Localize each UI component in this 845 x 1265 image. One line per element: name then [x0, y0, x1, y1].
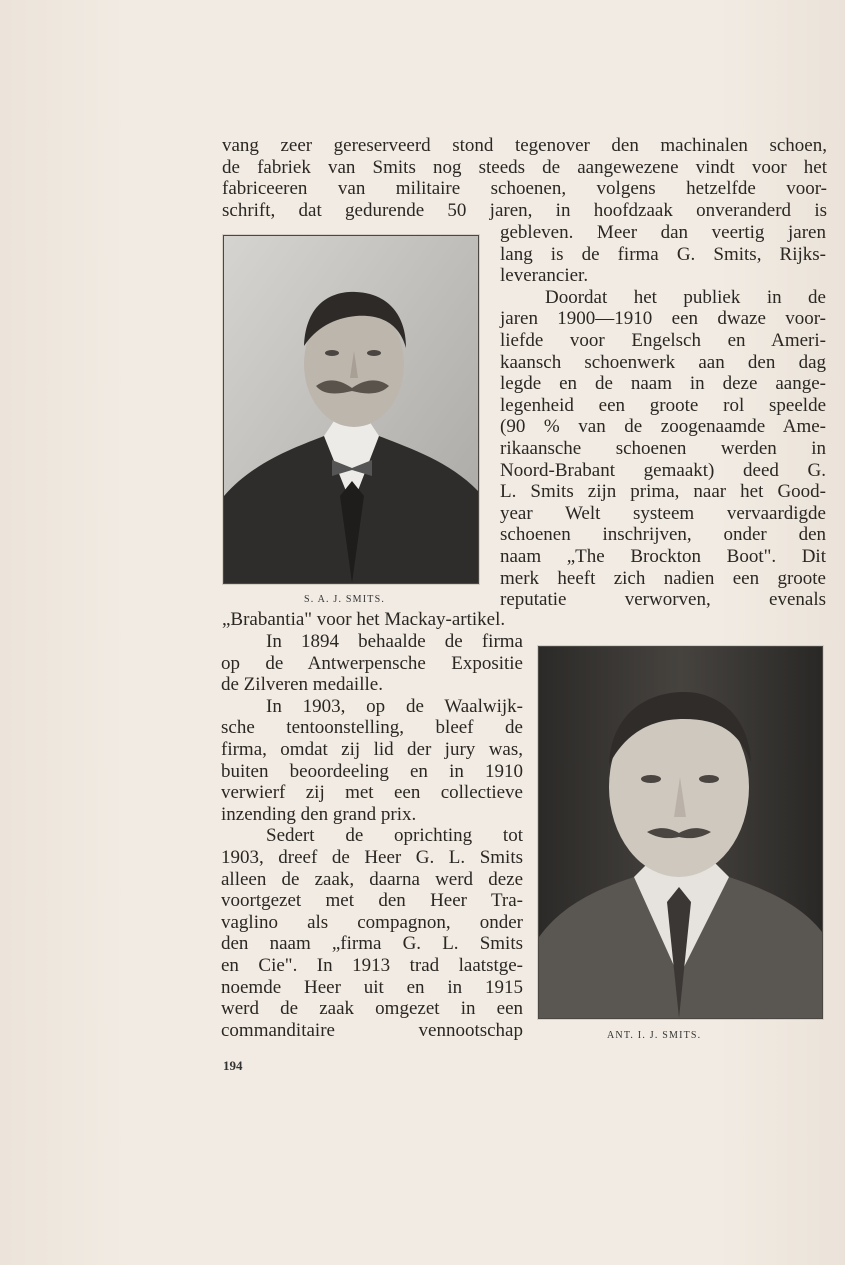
photo-caption-s-a-j-smits: S. A. J. SMITS. — [304, 594, 386, 605]
text-line: de fabriek van Smits nog steeds de aangewezene vindt voor het — [222, 156, 827, 178]
text-line: merk heeft zich nadien een groote — [500, 567, 826, 589]
portrait-photo-ant-i-j-smits — [538, 646, 823, 1019]
text-line: gebleven. Meer dan veertig jaren — [500, 222, 826, 243]
portrait-sa-j-smits-image — [224, 236, 478, 583]
text-line: en Cie". In 1913 trad laatstge- — [221, 954, 523, 976]
paragraph-block-4 — [221, 631, 523, 1041]
text-line: Doordat het publiek in de — [545, 286, 826, 308]
portrait-photo-s-a-j-smits — [223, 235, 479, 584]
text-line: schoenen inschrijven, onder den — [500, 524, 826, 546]
text-line: alleen de zaak, daarna werd deze — [221, 868, 523, 890]
page-number: 194 — [223, 1058, 243, 1073]
text-line: In 1903, op de Waalwijk- — [266, 695, 523, 717]
text-line: legde en de naam in deze aange- — [500, 373, 826, 395]
paragraph-block-2 — [500, 222, 826, 611]
text-line: noemde Heer uit en in 1915 — [221, 976, 523, 998]
text-line: verwierf zij met een collectieve — [221, 782, 523, 804]
text-line: op de Antwerpensche Expositie — [221, 652, 523, 674]
text-line: Sedert de oprichting tot — [266, 825, 523, 847]
text-line: den naam „firma G. L. Smits — [221, 933, 523, 955]
text-line: leverancier. — [500, 265, 589, 287]
text-line: commanditaire vennootschap — [221, 1019, 523, 1041]
paragraph-block-3 — [222, 609, 827, 631]
text-line: Noord-Brabant gemaakt) deed G. — [500, 459, 826, 481]
text-line: buiten beoordeeling en in 1910 — [221, 760, 523, 782]
text-line: kaansch schoenwerk aan den dag — [500, 351, 826, 373]
text-line: naam „The Brockton Boot". Dit — [500, 545, 826, 567]
text-line: firma, omdat zij lid der jury was, — [221, 738, 523, 760]
text-line: vaglino als compagnon, onder — [221, 911, 523, 933]
portrait-ant-i-j-smits-image — [539, 647, 822, 1018]
text-line: In 1894 behaalde de firma — [266, 631, 523, 652]
text-line: „Brabantia" voor het Mackay-artikel. — [222, 609, 506, 630]
text-line: L. Smits zijn prima, naar het Good- — [500, 481, 826, 503]
text-line: year Welt systeem vervaardigde — [500, 502, 826, 524]
text-line: 1903, dreef de Heer G. L. Smits — [221, 846, 523, 868]
text-line: werd de zaak omgezet in een — [221, 998, 523, 1020]
text-line: voortgezet met den Heer Tra- — [221, 890, 523, 912]
text-line: reputatie verworven, evenals — [500, 589, 826, 611]
text-line: legenheid een groote rol speelde — [500, 394, 826, 416]
text-line: schrift, dat gedurende 50 jaren, in hoofdzaak onveranderd is — [222, 199, 827, 221]
text-line: jaren 1900—1910 een dwaze voor- — [500, 308, 826, 330]
paragraph-block-1 — [222, 135, 827, 221]
text-line: liefde voor Engelsch en Ameri- — [500, 329, 826, 351]
photo-caption-ant-i-j-smits: ANT. I. J. SMITS. — [607, 1030, 702, 1041]
text-line: inzending den grand prix. — [221, 803, 417, 825]
text-line: fabriceeren van militaire schoenen, volgens hetzelfde voor- — [222, 178, 827, 200]
text-line: sche tentoonstelling, bleef de — [221, 717, 523, 739]
text-line: (90 % van de zoogenaamde Ame- — [500, 416, 826, 438]
text-line: lang is de firma G. Smits, Rijks- — [500, 243, 826, 265]
text-line: vang zeer gereserveerd stond tegenover den machinalen schoen, — [222, 135, 827, 156]
text-line: de Zilveren medaille. — [221, 674, 383, 696]
text-line: rikaansche schoenen werden in — [500, 437, 826, 459]
